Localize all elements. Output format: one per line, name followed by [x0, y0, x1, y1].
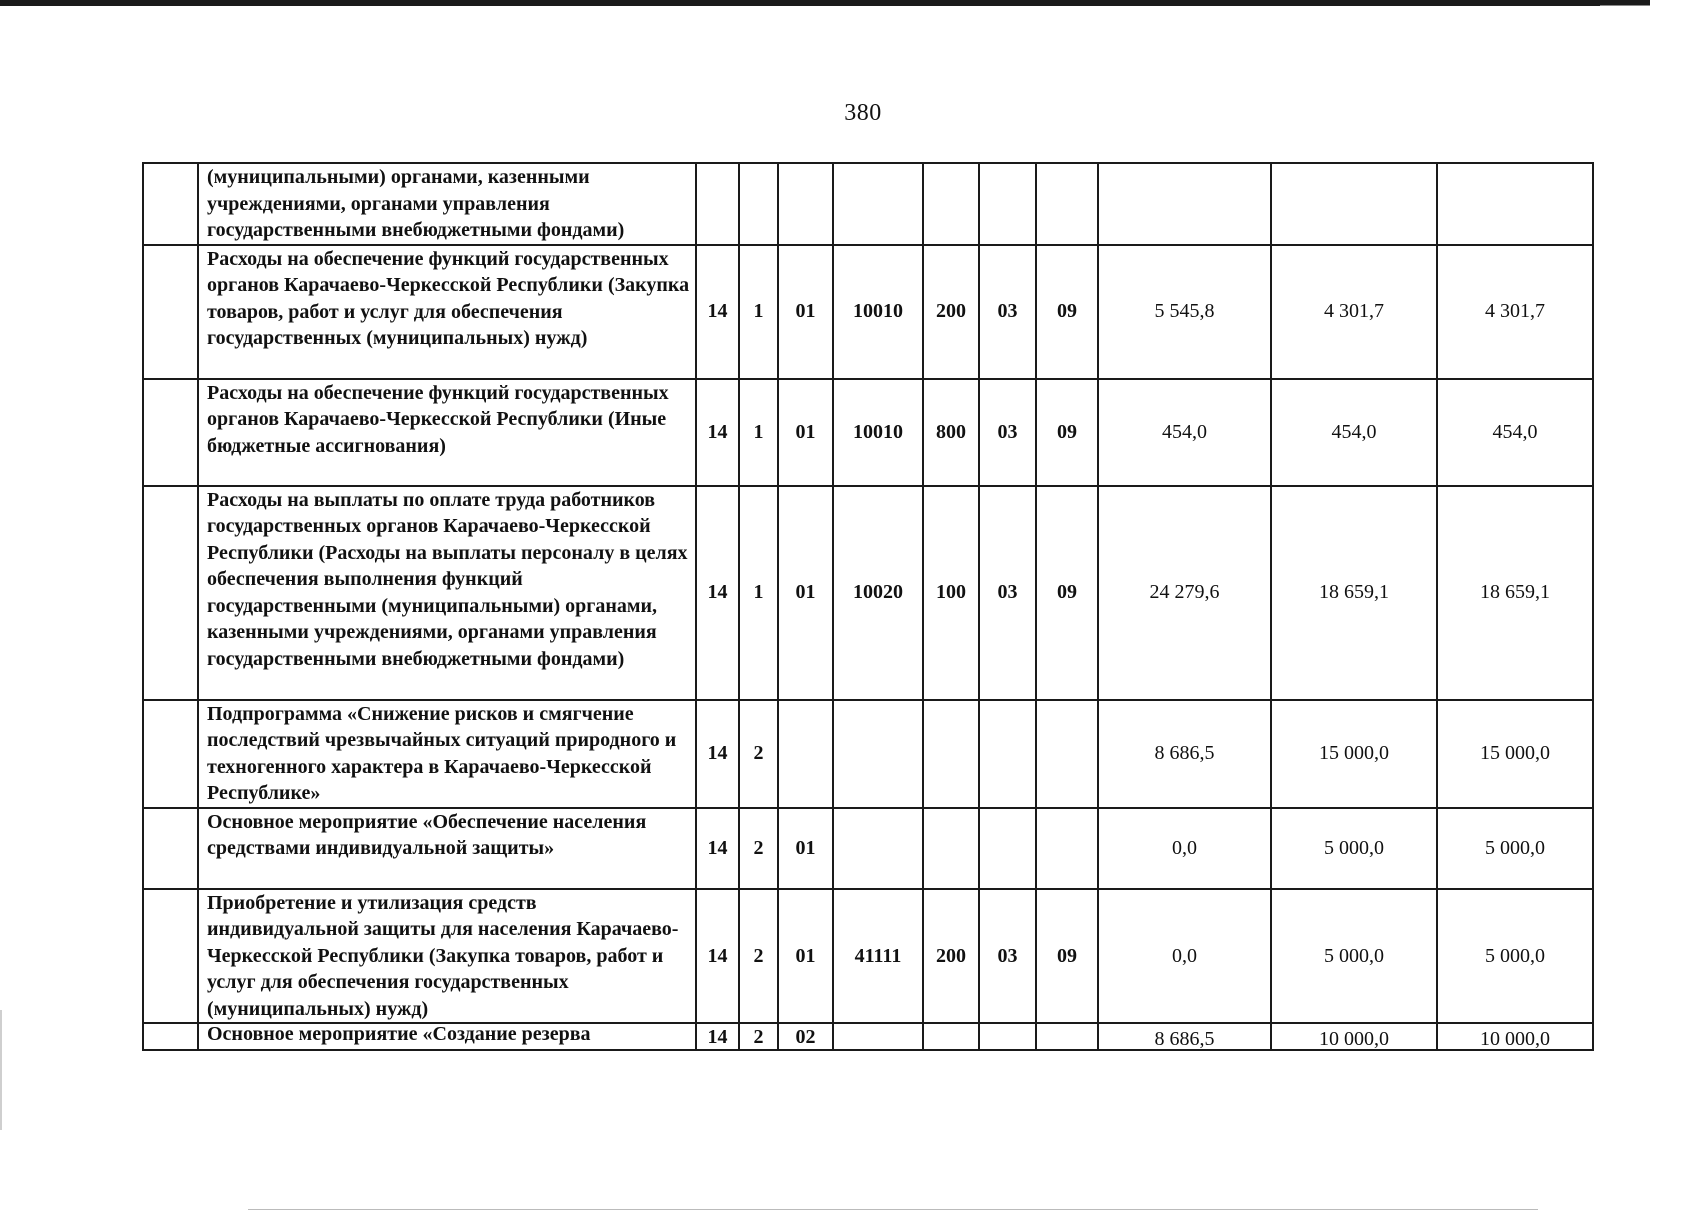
- code-cell: 800: [923, 379, 979, 486]
- code-cell: 100: [923, 486, 979, 700]
- code-cell: 14: [696, 889, 739, 1024]
- code-cell: 1: [739, 379, 778, 486]
- table-row: [143, 1023, 1593, 1050]
- row-number-cell: [143, 163, 198, 245]
- amount-cell: [1437, 163, 1593, 245]
- code-cell: 01: [778, 379, 833, 486]
- code-cell: [833, 808, 923, 889]
- amount-cell: 18 659,1: [1437, 486, 1593, 700]
- page-number: 380: [844, 100, 882, 126]
- code-cell: [1036, 163, 1098, 245]
- code-cell: 14: [696, 486, 739, 700]
- table-row: [143, 486, 1593, 700]
- row-name-cell: Расходы на обеспечение функций государственных органов Карачаево-Черкесской Республики (Закупка товаров, работ и услуг для обеспечения государственных (муниципальных) нужд): [198, 245, 696, 379]
- row-number-cell: [143, 700, 198, 808]
- table-row: [143, 808, 1593, 889]
- code-cell: [1036, 1023, 1098, 1050]
- code-cell: 2: [739, 808, 778, 889]
- code-cell: 03: [979, 245, 1036, 379]
- amount-cell: 5 000,0: [1437, 808, 1593, 889]
- row-name-cell: Основное мероприятие «Создание резерва: [198, 1023, 696, 1050]
- table-row: [143, 700, 1593, 808]
- code-cell: 01: [778, 245, 833, 379]
- top-border-tail: [1600, 5, 1650, 6]
- code-cell: 01: [778, 486, 833, 700]
- code-cell: [696, 163, 739, 245]
- code-cell: 14: [696, 808, 739, 889]
- code-cell: 03: [979, 486, 1036, 700]
- amount-cell: 8 686,5: [1098, 1023, 1271, 1050]
- code-cell: 01: [778, 889, 833, 1024]
- code-cell: [923, 163, 979, 245]
- code-cell: 01: [778, 808, 833, 889]
- code-cell: 1: [739, 486, 778, 700]
- amount-cell: 5 545,8: [1098, 245, 1271, 379]
- code-cell: 200: [923, 245, 979, 379]
- code-cell: 2: [739, 889, 778, 1024]
- code-cell: 10010: [833, 379, 923, 486]
- amount-cell: 24 279,6: [1098, 486, 1271, 700]
- row-number-cell: [143, 889, 198, 1024]
- code-cell: 09: [1036, 486, 1098, 700]
- code-cell: 09: [1036, 379, 1098, 486]
- amount-cell: 5 000,0: [1437, 889, 1593, 1024]
- amount-cell: 10 000,0: [1271, 1023, 1437, 1050]
- amount-cell: 4 301,7: [1437, 245, 1593, 379]
- amount-cell: 0,0: [1098, 889, 1271, 1024]
- table-row: [143, 245, 1593, 379]
- code-cell: [923, 808, 979, 889]
- table-row: [143, 163, 1593, 245]
- code-cell: [778, 700, 833, 808]
- code-cell: [833, 1023, 923, 1050]
- amount-cell: 5 000,0: [1271, 808, 1437, 889]
- amount-cell: [1098, 163, 1271, 245]
- code-cell: 10020: [833, 486, 923, 700]
- table-row: [143, 379, 1593, 486]
- code-cell: 14: [696, 245, 739, 379]
- code-cell: 1: [739, 245, 778, 379]
- code-cell: 2: [739, 1023, 778, 1050]
- code-cell: [739, 163, 778, 245]
- code-cell: [979, 1023, 1036, 1050]
- code-cell: 41111: [833, 889, 923, 1024]
- code-cell: [979, 163, 1036, 245]
- budget-table: [142, 162, 1594, 1051]
- amount-cell: 18 659,1: [1271, 486, 1437, 700]
- code-cell: [1036, 808, 1098, 889]
- row-number-cell: [143, 486, 198, 700]
- code-cell: 2: [739, 700, 778, 808]
- scan-margin-mark: [0, 1010, 2, 1130]
- amount-cell: 454,0: [1098, 379, 1271, 486]
- row-name-cell: Расходы на обеспечение функций государственных органов Карачаево-Черкесской Республики (Иные бюджетные ассигнования): [198, 379, 696, 486]
- code-cell: [833, 163, 923, 245]
- row-number-cell: [143, 379, 198, 486]
- code-cell: 10010: [833, 245, 923, 379]
- row-name-cell: (муниципальными) органами, казенными учреждениями, органами управления государственными внебюджетными фондами): [198, 163, 696, 245]
- code-cell: 03: [979, 889, 1036, 1024]
- code-cell: 09: [1036, 889, 1098, 1024]
- code-cell: 200: [923, 889, 979, 1024]
- row-name-cell: Приобретение и утилизация средств индивидуальной защиты для населения Карачаево-Черкесской Республики (Закупка товаров, работ и услуг для обеспечения государственных (муниципальных) нужд): [198, 889, 696, 1024]
- code-cell: [923, 1023, 979, 1050]
- amount-cell: 15 000,0: [1437, 700, 1593, 808]
- code-cell: 03: [979, 379, 1036, 486]
- amount-cell: 5 000,0: [1271, 889, 1437, 1024]
- amount-cell: [1271, 163, 1437, 245]
- code-cell: 14: [696, 700, 739, 808]
- amount-cell: 454,0: [1437, 379, 1593, 486]
- code-cell: [778, 163, 833, 245]
- code-cell: 09: [1036, 245, 1098, 379]
- row-name-cell: Подпрограмма «Снижение рисков и смягчение последствий чрезвычайных ситуаций природного и техногенного характера в Карачаево-Черкесской Республике»: [198, 700, 696, 808]
- row-name-cell: Расходы на выплаты по оплате труда работников государственных органов Карачаево-Черкесской Республики (Расходы на выплаты персоналу в целях обеспечения выполнения функций государственными (муниципальными) органами, казенными учреждениями, органами управления государственными внебюджетными фондами): [198, 486, 696, 700]
- row-number-cell: [143, 245, 198, 379]
- code-cell: [979, 808, 1036, 889]
- code-cell: 14: [696, 379, 739, 486]
- row-name-cell: Основное мероприятие «Обеспечение населения средствами индивидуальной защиты»: [198, 808, 696, 889]
- table-row: [143, 889, 1593, 1024]
- top-border-line: [0, 0, 1650, 6]
- code-cell: [833, 700, 923, 808]
- amount-cell: 8 686,5: [1098, 700, 1271, 808]
- code-cell: [923, 700, 979, 808]
- code-cell: [979, 700, 1036, 808]
- row-number-cell: [143, 808, 198, 889]
- code-cell: 02: [778, 1023, 833, 1050]
- code-cell: 14: [696, 1023, 739, 1050]
- code-cell: [1036, 700, 1098, 808]
- amount-cell: 10 000,0: [1437, 1023, 1593, 1050]
- amount-cell: 15 000,0: [1271, 700, 1437, 808]
- amount-cell: 4 301,7: [1271, 245, 1437, 379]
- amount-cell: 454,0: [1271, 379, 1437, 486]
- amount-cell: 0,0: [1098, 808, 1271, 889]
- row-number-cell: [143, 1023, 198, 1050]
